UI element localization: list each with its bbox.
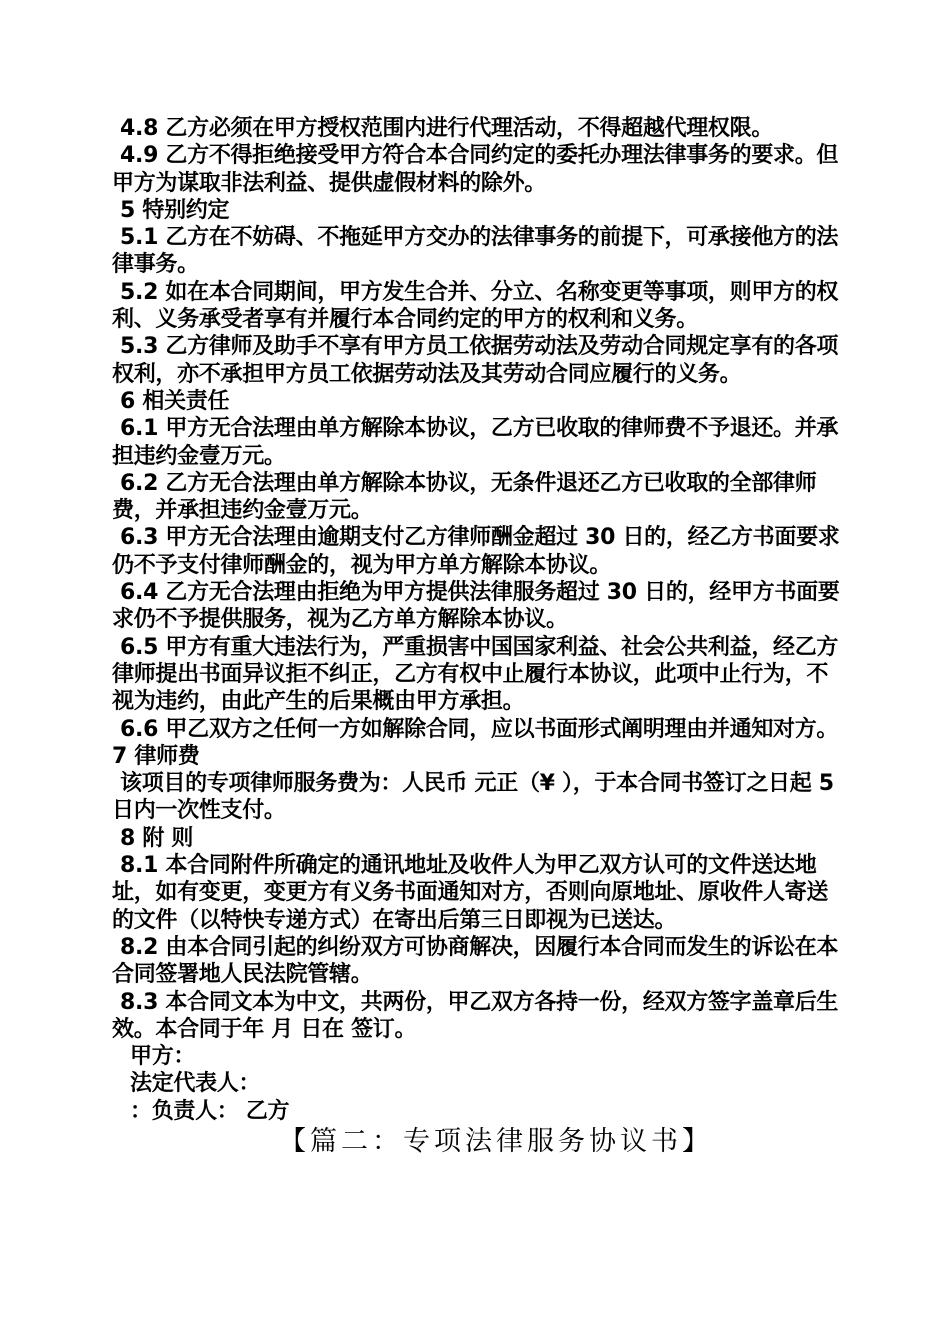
section-heading-5: 5 特别约定 — [120, 197, 230, 223]
legal-representative-signature: 法定代表人： — [130, 1071, 261, 1097]
clause-6-5: 6.5 甲方有重大违法行为，严重损害中国国家利益、社会公共利益，经乙方律师提出书面异议拒不纠正，乙方有权中止履行本协议，此项中止行为，不视为违约，由此产生的后果概由甲方承担。 — [112, 634, 839, 715]
clause-4-8: 4.8 乙方必须在甲方授权范围内进行代理活动，不得超越代理权限。 — [120, 116, 774, 141]
contract-body — [112, 115, 840, 1125]
section-heading-8: 8 附 则 — [120, 825, 194, 851]
part-two-title: 【篇二：专项法律服务协议书】 — [279, 1125, 713, 1157]
clause-8-3: 8.3 本合同文本为中文，共两份，甲乙双方各持一份，经双方签字盖章后生效。本合同于年 月 日在 签订。 — [112, 989, 839, 1042]
section-heading-6: 6 相关责任 — [120, 388, 230, 414]
clause-6-1: 6.1 甲方无合法理由单方解除本协议，乙方已收取的律师费不予退还。并承担违约金壹万元。 — [112, 416, 839, 469]
clause-6-3: 6.3 甲方无合法理由逾期支付乙方律师酬金超过 30 日的，经乙方书面要求仍不予支付律师酬金的，视为甲方单方解除本协议。 — [112, 525, 840, 578]
clause-6-6: 6.6 甲乙双方之任何一方如解除合同，应以书面形式阐明理由并通知对方。 7 律师费 — [112, 716, 839, 769]
clause-5-3: 5.3 乙方律师及助手不享有甲方员工依据劳动法及劳动合同规定享有的各项权利，亦不承担甲方员工依据劳动法及其劳动合同应履行的义务。 — [112, 334, 839, 387]
party-a-signature: 甲方： — [130, 1044, 196, 1070]
clause-5-2: 5.2 如在本合同期间，甲方发生合并、分立、名称变更等事项，则甲方的权利、义务承受者享有并履行本合同约定的甲方的权利和义务。 — [112, 279, 839, 333]
responsible-person-party-b-signature: ：负责人： 乙方 — [130, 1098, 290, 1124]
clause-6-4: 6.4 乙方无合法理由拒绝为甲方提供法律服务超过 30 日的，经甲方书面要求仍不予提供服务，视为乙方单方解除本协议。 — [112, 580, 840, 633]
clause-8-1: 8.1 本合同附件所确定的通讯地址及收件人为甲乙双方认可的文件送达地址，如有变更，变更方有义务书面通知对方，否则向原地址、原收件人寄送的文件（以特快专递方式）在寄出后第三日即视为已送达。 — [112, 853, 829, 933]
lawyer-fee-clause: 该项目的专项律师服务费为：人民币 元正（¥ ），于本合同书签订之日起 5 日内一次性支付。 — [112, 771, 834, 824]
clause-6-2: 6.2 乙方无合法理由单方解除本协议，无条件退还乙方已收取的全部律师费，并承担违约金壹万元。 — [112, 470, 817, 524]
clause-4-9: 4.9 乙方不得拒绝接受甲方符合本合同约定的委托办理法律事务的要求。但甲方为谋取非法利益、提供虚假材料的除外。 — [112, 143, 839, 196]
clause-8-2: 8.2 由本合同引起的纠纷双方可协商解决，因履行本合同而发生的诉讼在本合同签署地人民法院管辖。 — [112, 934, 839, 988]
clause-5-1: 5.1 乙方在不妨碍、不拖延甲方交办的法律事务的前提下，可承接他方的法律事务。 — [112, 225, 839, 278]
